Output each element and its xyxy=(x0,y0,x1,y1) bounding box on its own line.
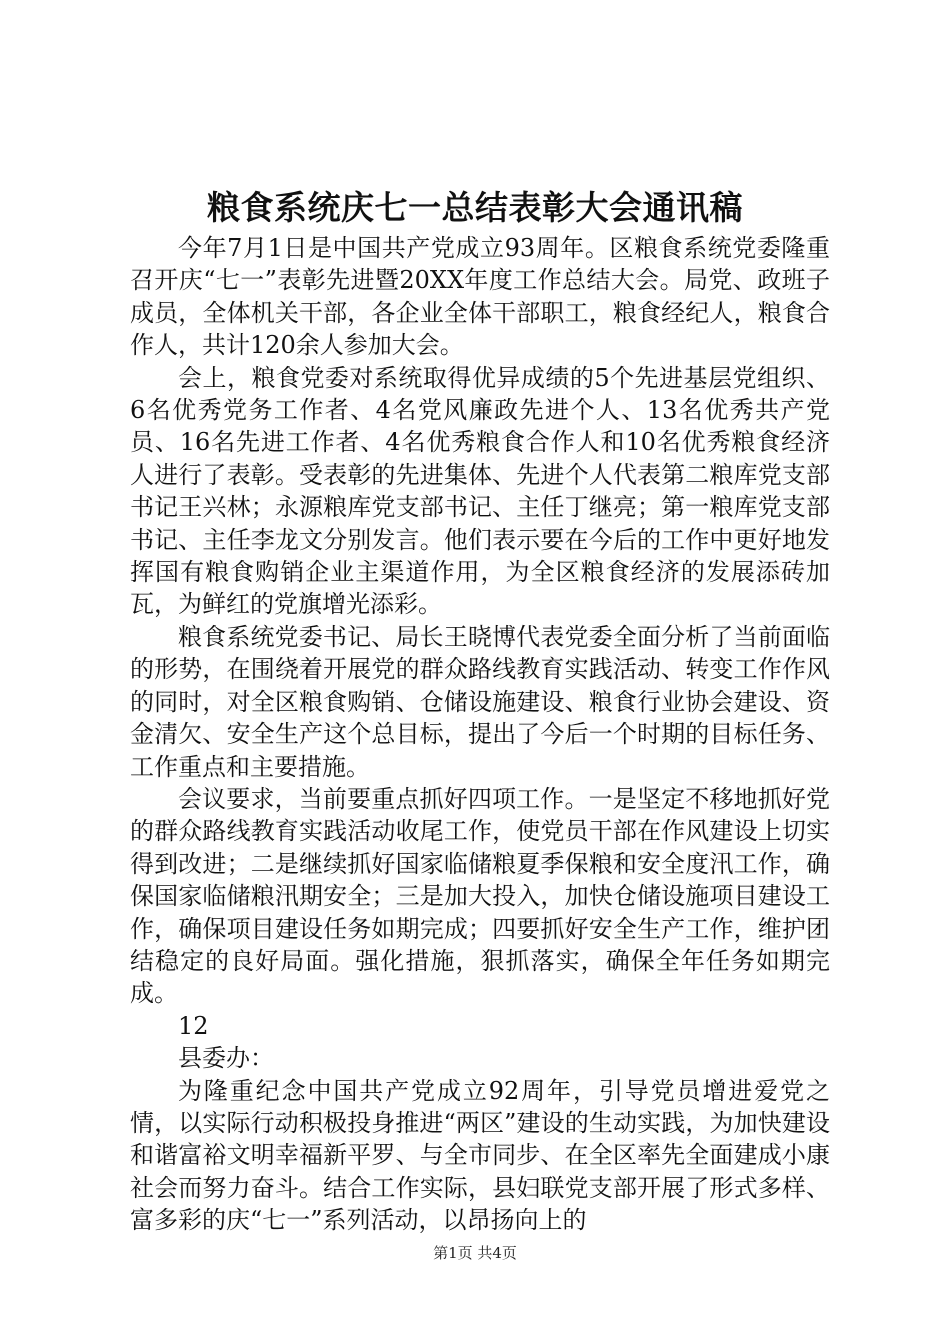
page-footer: 第1页 共4页 xyxy=(433,1244,517,1262)
document-title: 粮食系统庆七一总结表彰大会通讯稿 xyxy=(207,188,743,227)
paragraph-3: 粮食系统党委书记、局长王晓博代表党委全面分析了当前面临的形势，在围绕着开展党的群众路线教育实践活动、转变工作作风的同时，对全区粮食购销、仓储设施建设、粮食行业协会建设、资金清欠、安全生产这个总目标，提出了今后一个时期的目标任务、工作重点和主要措施。 xyxy=(130,622,830,781)
paragraph-6: 县委办： xyxy=(178,1044,274,1073)
paragraph-4: 会议要求，当前要重点抓好四项工作。一是坚定不移地抓好党的群众路线教育实践活动收尾工作，使党员干部在作风建设上切实得到改进；二是继续抓好国家临储粮夏季保粮和安全度汛工作，确保国家临储粮汛期安全；三是加大投入，加快仓储设施项目建设工作，确保项目建设任务如期完成；四要抓好安全生产工作，维护团结稳定的良好局面。强化措施，狠抓落实，确保全年任务如期完成。 xyxy=(130,784,830,1008)
paragraph-7: 为隆重纪念中国共产党成立92周年，引导党员增进爱党之情，以实际行动积极投身推进“两区”建设的生动实践，为加快建设和谐富裕文明幸福新平罗、与全市同步、在全区率先全面建成小康社会而努力奋斗。结合工作实际，县妇联党支部开展了形式多样、富多彩的庆“七一”系列活动，以昂扬向上的 xyxy=(130,1076,830,1235)
paragraph-5: 12 xyxy=(178,1011,209,1040)
paragraph-1: 今年7月1日是中国共产党成立93周年。区粮食系统党委隆重召开庆“七一”表彰先进暨20XX年度工作总结大会。局党、政班子成员，全体机关干部，各企业全体干部职工，粮食经纪人，粮食合作人，共计120余人参加大会。 xyxy=(130,234,830,360)
paragraph-2: 会上，粮食党委对系统取得优异成绩的5个先进基层党组织、6名优秀党务工作者、4名党风廉政先进个人、13名优秀共产党员、16名先进工作者、4名优秀粮食合作人和10名优秀粮食经济人进行了表彰。受表彰的先进集体、先进个人代表第二粮库党支部书记王兴林；永源粮库党支部书记、主任丁继亮；第一粮库党支部书记、主任李龙文分别发言。他们表示要在今后的工作中更好地发挥国有粮食购销企业主渠道作用，为全区粮食经济的发展添砖加瓦，为鲜红的党旗增光添彩。 xyxy=(130,363,830,619)
document-body xyxy=(130,232,830,1235)
